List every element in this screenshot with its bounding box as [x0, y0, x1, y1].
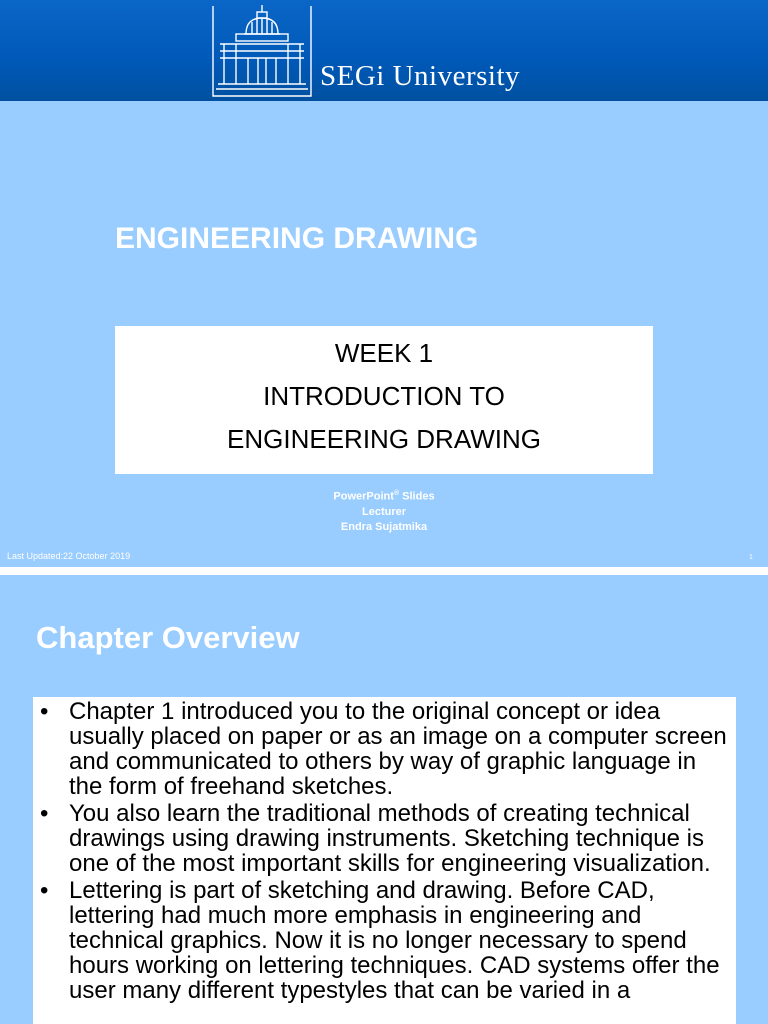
list-item [33, 699, 736, 799]
topic-line-1: INTRODUCTION TO [263, 381, 505, 411]
bullet-icon: • [40, 877, 49, 904]
credits [0, 486, 768, 535]
topic-line-2: ENGINEERING DRAWING [227, 424, 541, 454]
header-bar [0, 0, 768, 101]
slide-2 [0, 575, 768, 1024]
week-box [115, 326, 653, 474]
list-item [33, 878, 736, 1003]
content-box [33, 697, 736, 1024]
bullet-icon: • [40, 800, 49, 827]
list-item [33, 801, 736, 876]
university-name: SEGi University [320, 60, 521, 92]
bullet-list [33, 699, 736, 1003]
bullet-icon: • [40, 698, 49, 725]
bullet-text: Lettering is part of sketching and drawing. Before CAD, lettering had much more emphasis in engineering and technical graphics. Now it is no longer necessary to spend hours working on lettering techniques. CAD systems offer the user many different typestyles that can be varied in a [69, 877, 720, 1004]
week-label: WEEK 1 [334, 338, 434, 368]
lecturer-role: Lecturer [361, 505, 407, 518]
page-number: 1 [749, 554, 753, 561]
registered-mark: ® [393, 490, 400, 497]
bullet-text: Chapter 1 introduced you to the original concept or idea usually placed on paper or as an image on a computer screen and communicated to others by way of graphic language in the form of freehand sketches. [69, 698, 727, 800]
last-updated: Last Updated:22 October 2019 [7, 551, 131, 561]
software-line [0, 486, 768, 505]
slides-word: Slides [399, 490, 435, 503]
lecturer-name: Endra Sujatmika [340, 520, 428, 533]
university-building-icon [212, 4, 312, 98]
course-title: ENGINEERING DRAWING [115, 222, 479, 255]
chapter-title: Chapter Overview [36, 620, 300, 655]
software-name: PowerPoint [333, 490, 394, 503]
bullet-text: You also learn the traditional methods of creating technical drawings using drawing instruments. Sketching technique is one of the most important skills for engineering visualization. [69, 800, 711, 877]
